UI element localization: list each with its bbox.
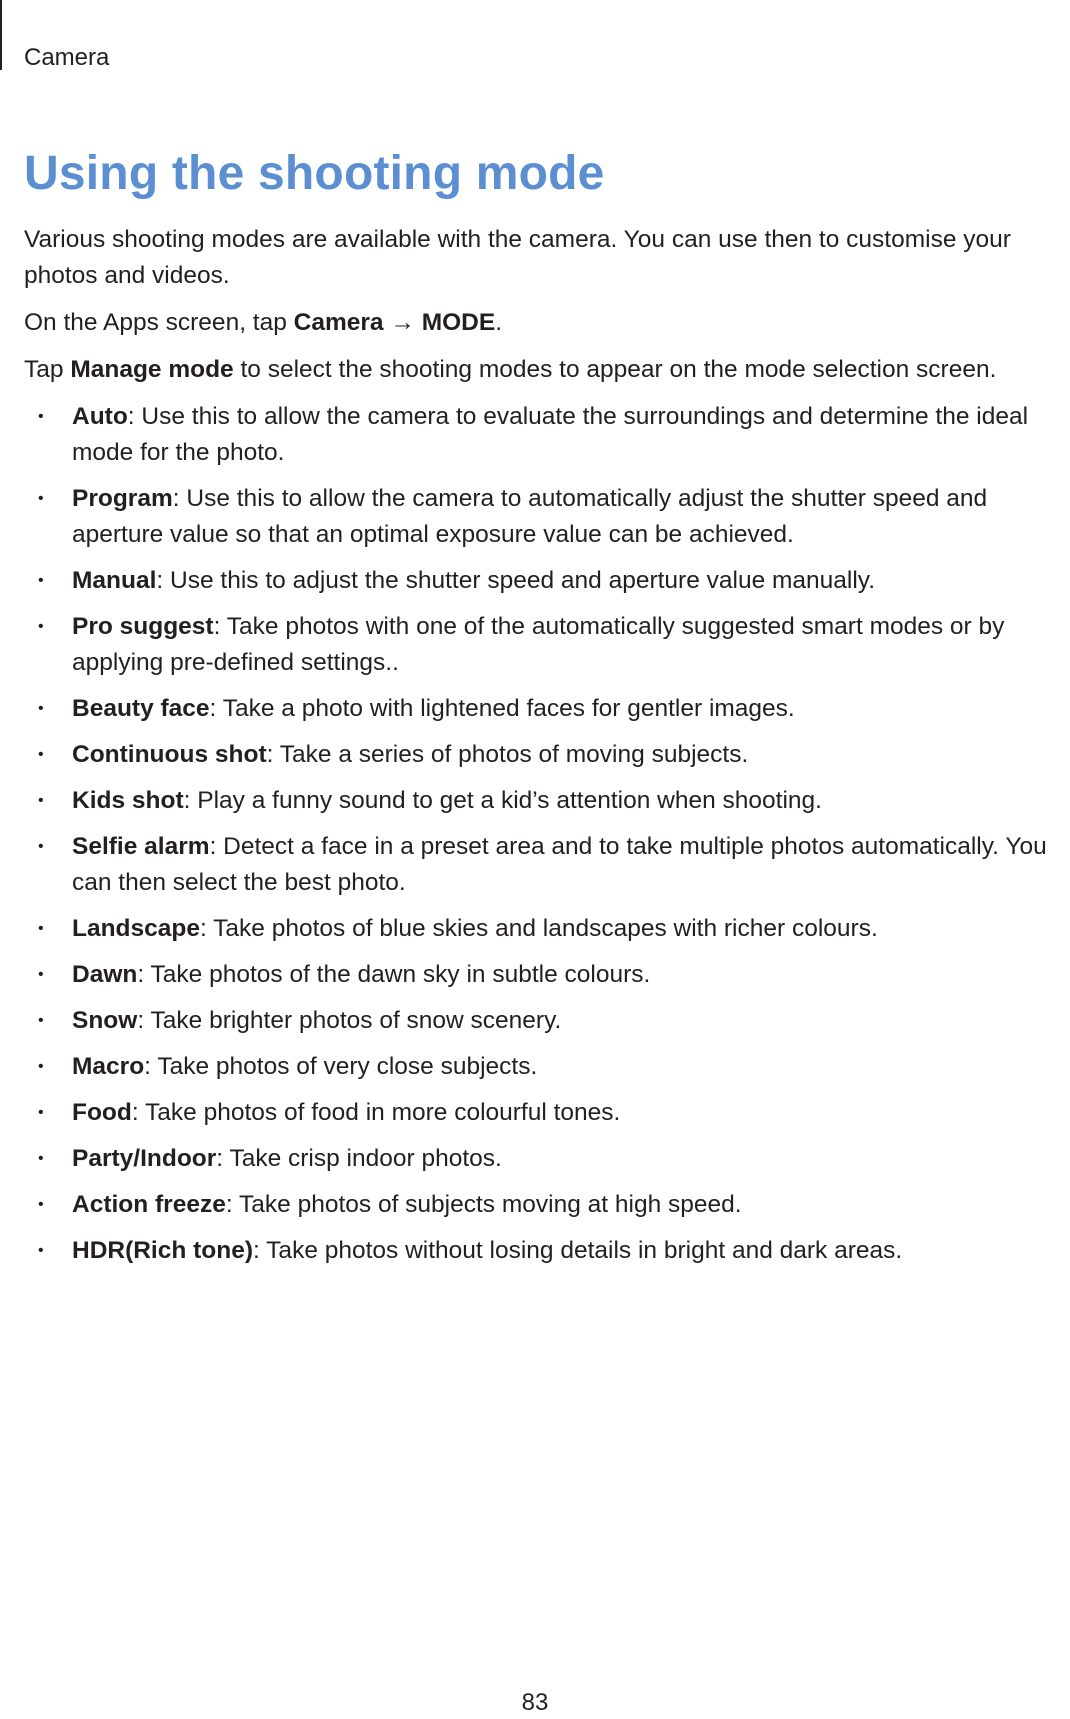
bullet-icon: • (38, 920, 44, 937)
mode-description: : Use this to allow the camera to evaluate the surroundings and determine the ideal mode for the photo. (72, 403, 1029, 466)
arrow-glyph: → (383, 309, 422, 336)
page-title: Using the shooting mode (24, 147, 605, 200)
bullet-icon: • (38, 1058, 44, 1075)
shooting-mode-item (24, 1141, 1054, 1177)
mode-description: : Take photos of the dawn sky in subtle colours. (137, 961, 651, 988)
mode-description: : Play a funny sound to get a kid’s attention when shooting. (183, 787, 822, 814)
bullet-icon: • (38, 746, 44, 763)
shooting-mode-item (24, 563, 1054, 599)
shooting-mode-item (24, 911, 1054, 947)
manage-prefix: Tap (24, 356, 71, 383)
bullet-icon: • (38, 618, 44, 635)
mode-name: Continuous shot (72, 741, 267, 768)
bullet-icon: • (38, 572, 44, 589)
bullet-icon: • (38, 490, 44, 507)
mode-name: Program (72, 485, 173, 512)
mode-name: Snow (72, 1007, 138, 1034)
shooting-mode-list (24, 399, 1054, 1269)
mode-name: Kids shot (72, 787, 184, 814)
bullet-icon: • (38, 792, 44, 809)
intro-paragraph: Various shooting modes are available with the camera. You can use then to customise your photos and videos. (24, 226, 1011, 289)
mode-menu-item: MODE (421, 309, 496, 336)
navigation-suffix: . (495, 309, 502, 336)
bullet-icon: • (38, 1150, 44, 1167)
bullet-icon: • (38, 408, 44, 425)
bullet-icon: • (38, 966, 44, 983)
manage-mode-instruction (24, 352, 1054, 388)
shooting-mode-item (24, 399, 1054, 471)
shooting-mode-item (24, 829, 1054, 901)
navigation-prefix: On the Apps screen, tap (24, 309, 294, 336)
mode-name: Auto (72, 403, 128, 430)
shooting-mode-item (24, 1003, 1054, 1039)
mode-description: : Use this to allow the camera to automatically adjust the shutter speed and aperture value so that an optimal exposure value can be achieved. (72, 485, 988, 548)
mode-description: : Take photos of very close subjects. (144, 1053, 538, 1080)
shooting-mode-item (24, 691, 1054, 727)
shooting-mode-item (24, 1049, 1054, 1085)
mode-description: : Take a photo with lightened faces for gentler images. (209, 695, 795, 722)
mode-description: : Take photos of subjects moving at high speed. (225, 1191, 742, 1218)
bullet-icon: • (38, 1242, 44, 1259)
shooting-mode-item (24, 783, 1054, 819)
mode-name: HDR(Rich tone) (72, 1237, 254, 1264)
mode-description: : Take photos of food in more colourful tones. (131, 1099, 621, 1126)
bullet-icon: • (38, 1196, 44, 1213)
mode-name: Dawn (72, 961, 138, 988)
mode-name: Macro (72, 1053, 145, 1080)
page-edge-rule (0, 0, 2, 70)
shooting-mode-item (24, 1095, 1054, 1131)
mode-description: : Take photos of blue skies and landscapes with richer colours. (200, 915, 878, 942)
shooting-mode-item (24, 609, 1054, 681)
mode-description: : Take photos with one of the automatically suggested smart modes or by applying pre-defined settings.. (72, 613, 1005, 676)
mode-description: : Use this to adjust the shutter speed and aperture value manually. (156, 567, 876, 594)
bullet-icon: • (38, 1104, 44, 1121)
mode-description: : Take brighter photos of snow scenery. (137, 1007, 562, 1034)
mode-description: : Take photos without losing details in bright and dark areas. (253, 1237, 903, 1264)
mode-name: Party/Indoor (72, 1145, 217, 1172)
manage-suffix: to select the shooting modes to appear on the mode selection screen. (233, 356, 997, 383)
mode-name: Manual (72, 567, 157, 594)
page-number: 83 (521, 1689, 549, 1716)
shooting-mode-item (24, 481, 1054, 553)
mode-name: Selfie alarm (72, 833, 210, 860)
camera-menu-item: Camera (293, 309, 384, 336)
mode-name: Action freeze (72, 1191, 226, 1218)
mode-name: Pro suggest (72, 613, 214, 640)
section-header: Camera (24, 44, 110, 71)
mode-name: Beauty face (72, 695, 210, 722)
page-content (24, 222, 1054, 1279)
shooting-mode-item (24, 1233, 1054, 1269)
navigation-instruction (24, 305, 1054, 341)
mode-description: : Take a series of photos of moving subjects. (266, 741, 749, 768)
mode-name: Food (72, 1099, 132, 1126)
bullet-icon: • (38, 838, 44, 855)
shooting-mode-item (24, 1187, 1054, 1223)
mode-description: : Take crisp indoor photos. (216, 1145, 502, 1172)
manage-mode-item: Manage mode (70, 356, 234, 383)
shooting-mode-item (24, 957, 1054, 993)
shooting-mode-item (24, 737, 1054, 773)
bullet-icon: • (38, 700, 44, 717)
bullet-icon: • (38, 1012, 44, 1029)
mode-description: : Detect a face in a preset area and to take multiple photos automatically. You can then select the best photo. (72, 833, 1047, 896)
mode-name: Landscape (72, 915, 200, 942)
